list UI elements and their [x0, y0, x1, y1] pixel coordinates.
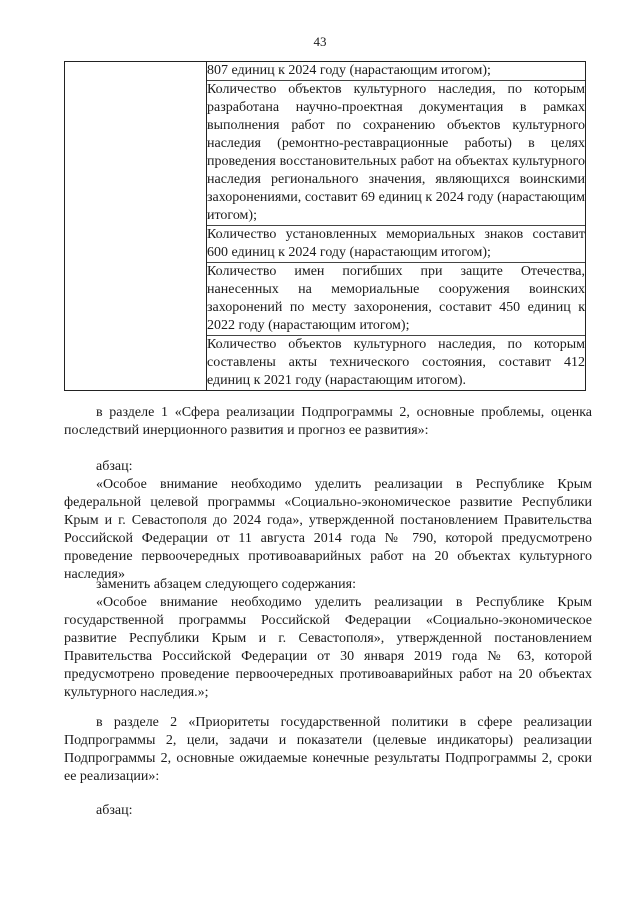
table-row [65, 62, 586, 391]
section1-old-paragraph: «Особое внимание необходимо уделить реализации в Республике Крым федеральной целевой программы «Социально-экономическое развитие Республики Крым и г. Севастополя до 2024 года», утвержденной постановлением Правительства Российской Федерации от 11 августа 2014 года № 790, которой предусмотрено проведение первоочередных противоаварийных работ на 20 объектах культурного наследия» [64, 477, 592, 582]
section1-intro: в разделе 1 «Сфера реализации Подпрограммы 2, основные проблемы, оценка последствий инерционного развития и прогноз ее развития»: [64, 405, 592, 438]
page-number: 43 [313, 34, 327, 49]
section2-abzac-label: абзац: [96, 803, 133, 818]
table-empty-cell [65, 62, 207, 391]
table-item: 807 единиц к 2024 году (нарастающим итогом); [207, 63, 491, 78]
section1-replace-label: заменить абзацем следующего содержания: [96, 577, 356, 592]
section1-new-paragraph: «Особое внимание необходимо уделить реализации в Республике Крым государственной программы Российской Федерации «Социально-экономическое развитие Республики Крым и г. Севастополя», утвержденной постановлением Правительства Российской Федерации от 30 января 2019 года № 63, которой предусмотрено проведение первоочередных противоаварийных работ на 20 объектах культурного наследия.»; [64, 595, 592, 700]
table-content-cell [207, 62, 586, 391]
table-item: Количество имен погибших при защите Отечества, нанесенных на мемориальные сооружения воинских захоронений по месту захоронения, составит 450 единиц к 2022 году (нарастающим итогом); [207, 264, 585, 333]
table-item: Количество установленных мемориальных знаков составит 600 единиц к 2024 году (нарастающим итогом); [207, 227, 585, 260]
section2-intro: в разделе 2 «Приоритеты государственной политики в сфере реализации Подпрограммы 2, цели, задачи и показатели (целевые индикаторы) реализации Подпрограммы 2, основные ожидаемые конечные результаты Подпрограммы 2, сроки ее реализации»: [64, 715, 592, 784]
continuation-table [64, 61, 586, 391]
table-item: Количество объектов культурного наследия, по которым составлены акты технического состояния, составит 412 единиц к 2021 году (нарастающим итогом). [207, 337, 585, 388]
table-item: Количество объектов культурного наследия, по которым разработана научно-проектная документация в рамках выполнения работ по сохранению объектов культурного наследия (ремонтно-реставрационные работы) в целях проведения восстановительных работ на объектах культурного наследия регионального значения, являющихся воинскими захоронениями, составит 69 единиц к 2024 году (нарастающим итогом); [207, 82, 585, 223]
section1-abzac-label: абзац: [96, 459, 133, 474]
